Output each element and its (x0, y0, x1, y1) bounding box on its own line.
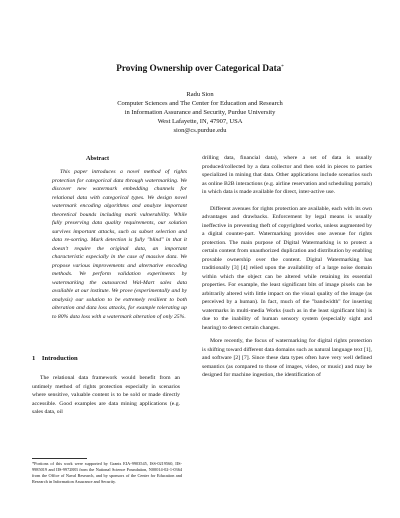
title-footnote-mark: * (281, 65, 284, 70)
footnote: *Portions of this work were supported by Grants EIA-9903545, ISS-0219560, IIS-9985019 and IIS-9972883 from the National Science Foundation, N00014-02-1-0364 from the Office of Naval Research, and by sponsors of the Center for Education and Research in Information Assurance and Security. (32, 461, 182, 484)
introduction-heading: 1 Introduction (32, 355, 78, 362)
author-affiliation-1: Computer Sciences and The Center for Education and Research (117, 100, 283, 107)
abstract-text: This paper introduces a novel method of rights protection for categorical data through watermarking. We discover new watermark embedding channels for relational data with categorical types. We design novel watermark encoding algorithms and analyze important theoretical bounds including mark vulnerability. While fully preserving data quality requirements, our solution survives important attacks, such as subset selection and data re-sorting. Mark detection is fully "blind" in that it doesn't require the original data, an important characteristic especially in the case of massive data. We propose various improvements and alternative encoding methods. We perform validation experiments by watermarking the outsourced Wal-Mart sales data available at our institute. We prove (experimentally and by analysis) our solution to be extremely resilient to both alteration and data loss attacks, for example tolerating up to 80% data loss with a watermark alteration of only 25%. (52, 169, 187, 320)
abstract-body (52, 168, 187, 321)
author-email: sion@cs.purdue.edu (173, 127, 227, 134)
paper-title (0, 62, 400, 74)
right-column (202, 154, 372, 380)
abstract-heading: Abstract (86, 155, 110, 162)
right-paragraph-2: Different avenues for rights protection are available, each with its own advantages and drawbacks. Enforcement by legal means is usually ineffective in preventing theft of copyrighted works, unless augmented by a digital counter-part. Watermarking provides one avenue for rights protection. The main purpose of Digital Watermarking is to protect a certain content from unauthorized duplication and distribution by enabling provable ownership over the content. Digital Watermarking has traditionally [3] [4] relied upon the availability of a large noise domain within which the object can be altered while retaining its essential properties. For example, the least significant bits of image pixels can be arbitrarily altered with little impact on the visual quality of the image (as perceived by a human). In fact, much of the "bandwidth" for inserting watermarks in multi-media Works (such as in the least significant bits) is due to the inability of human sensory system (especially sight and hearing) to detect certain changes. (202, 205, 372, 331)
author-location: West Lafayette, IN, 47907, USA (157, 118, 243, 125)
introduction-body (32, 374, 180, 417)
right-paragraph-1: drilling data, financial data), where a set of data is usually produced/collected by a data collector and then sold in pieces to parties specialized in mining that data. Other applications include scenarios such as online B2B interactions (e.g. airline reservation and scheduling portals) in which data is made available for direct, inter-active use. (202, 155, 372, 195)
footnote-rule (32, 458, 87, 459)
author-affiliation-2: in Information Assurance and Security, Purdue University (124, 109, 276, 116)
introduction-text: The relational data framework would benefit from an untimely method of rights protection especially in scenarios where sensitive, valuable content is to be sold or made directly accessible. Good examples are data mining applications (e.g. sales data, oil (32, 375, 180, 415)
title-text: Proving Ownership over Categorical Data (116, 63, 282, 73)
right-paragraph-3: More recently, the focus of watermarking for digital rights protection is shifting toward different data domains such as natural language text [1], and software [2] [7]. Since these data types often have very well defined semantics (as compared to those of images, video, or music) and may be designed for machine ingestion, the identification of (202, 338, 372, 378)
author-name: Radu Sion (186, 91, 214, 98)
